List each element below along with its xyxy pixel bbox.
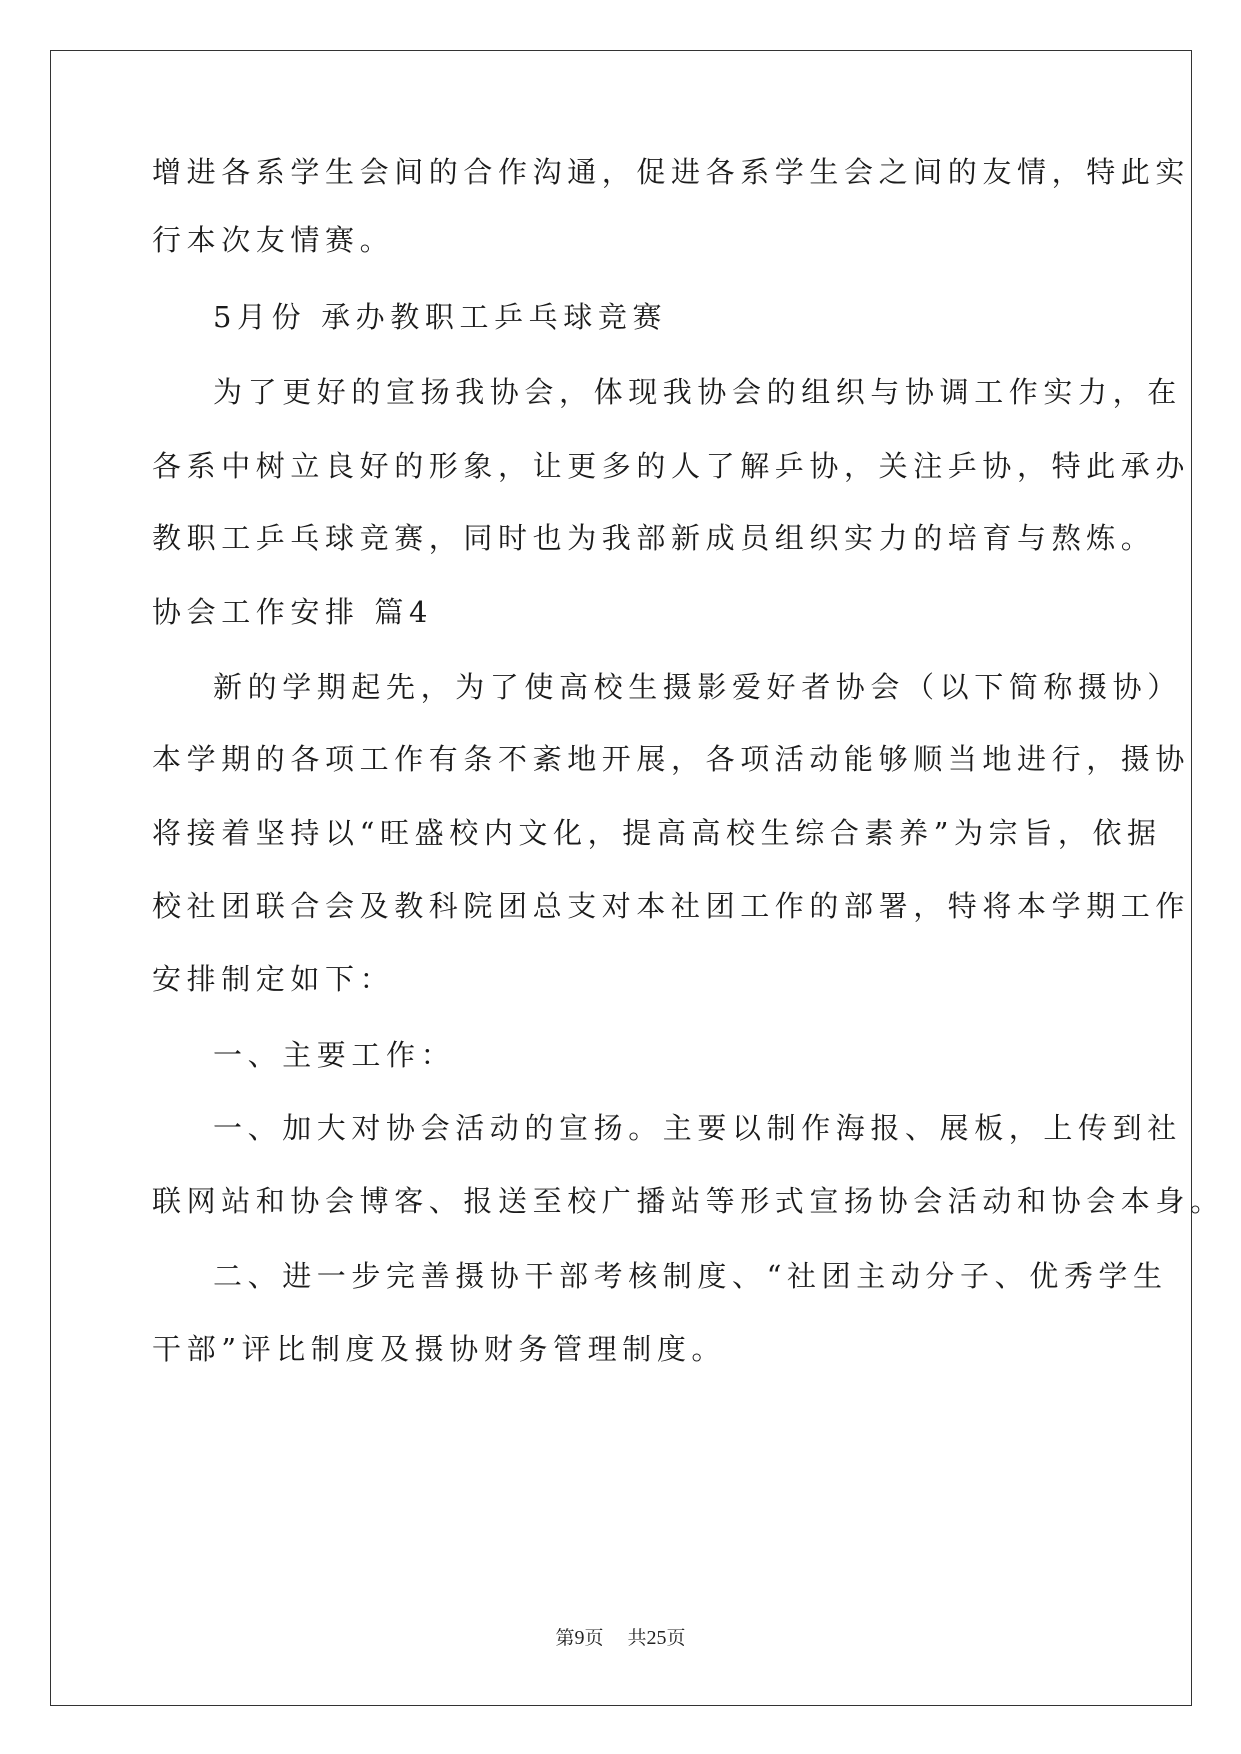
body-line: 行本次友情赛。: [152, 223, 395, 257]
body-line: 增进各系学生会间的合作沟通，促进各系学生会之间的友情，特此实: [152, 155, 1191, 189]
body-line: 将接着坚持以“旺盛校内文化，提高高校生综合素养”为宗旨，依据: [152, 816, 1162, 850]
paragraph-first-line: 新的学期起先，为了使高校生摄影爱好者协会（以下简称摄协）: [213, 670, 1182, 704]
body-line: 本学期的各项工作有条不紊地开展，各项活动能够顺当地进行，摄协: [152, 742, 1191, 776]
body-line: 教职工乒乓球竞赛，同时也为我部新成员组织实力的培育与熬炼。: [152, 521, 1156, 555]
total-prefix: 共: [627, 1627, 647, 1649]
page-footer: [0, 1626, 1241, 1650]
article-heading: 协会工作安排 篇4: [152, 595, 434, 629]
body-line: 校社团联合会及教科院团总支对本社团工作的部署，特将本学期工作: [152, 889, 1191, 923]
paragraph-first-line: 为了更好的宣扬我协会，体现我协会的组织与协调工作实力，在: [213, 375, 1182, 409]
total-pages: 25: [646, 1627, 667, 1649]
section-heading: 一、主要工作：: [213, 1038, 456, 1072]
paragraph-first-line: 二、进一步完善摄协干部考核制度、“社团主动分子、优秀学生: [213, 1259, 1168, 1293]
body-line: 安排制定如下：: [152, 962, 395, 996]
page-number: 9: [574, 1627, 585, 1649]
page-prefix: 第: [555, 1627, 575, 1649]
page-suffix: 页: [584, 1627, 604, 1649]
body-line: 各系中树立良好的形象，让更多的人了解乒协，关注乒协，特此承办: [152, 449, 1191, 483]
paragraph-first-line: 一、加大对协会活动的宣扬。主要以制作海报、展板，上传到社: [213, 1111, 1182, 1145]
section-heading: 5月份 承办教职工乒乓球竞赛: [213, 300, 668, 334]
total-suffix: 页: [666, 1627, 686, 1649]
body-line: 联网站和协会博客、报送至校广播站等形式宣扬协会活动和协会本身。: [152, 1184, 1225, 1218]
body-line: 干部”评比制度及摄协财务管理制度。: [152, 1332, 727, 1366]
